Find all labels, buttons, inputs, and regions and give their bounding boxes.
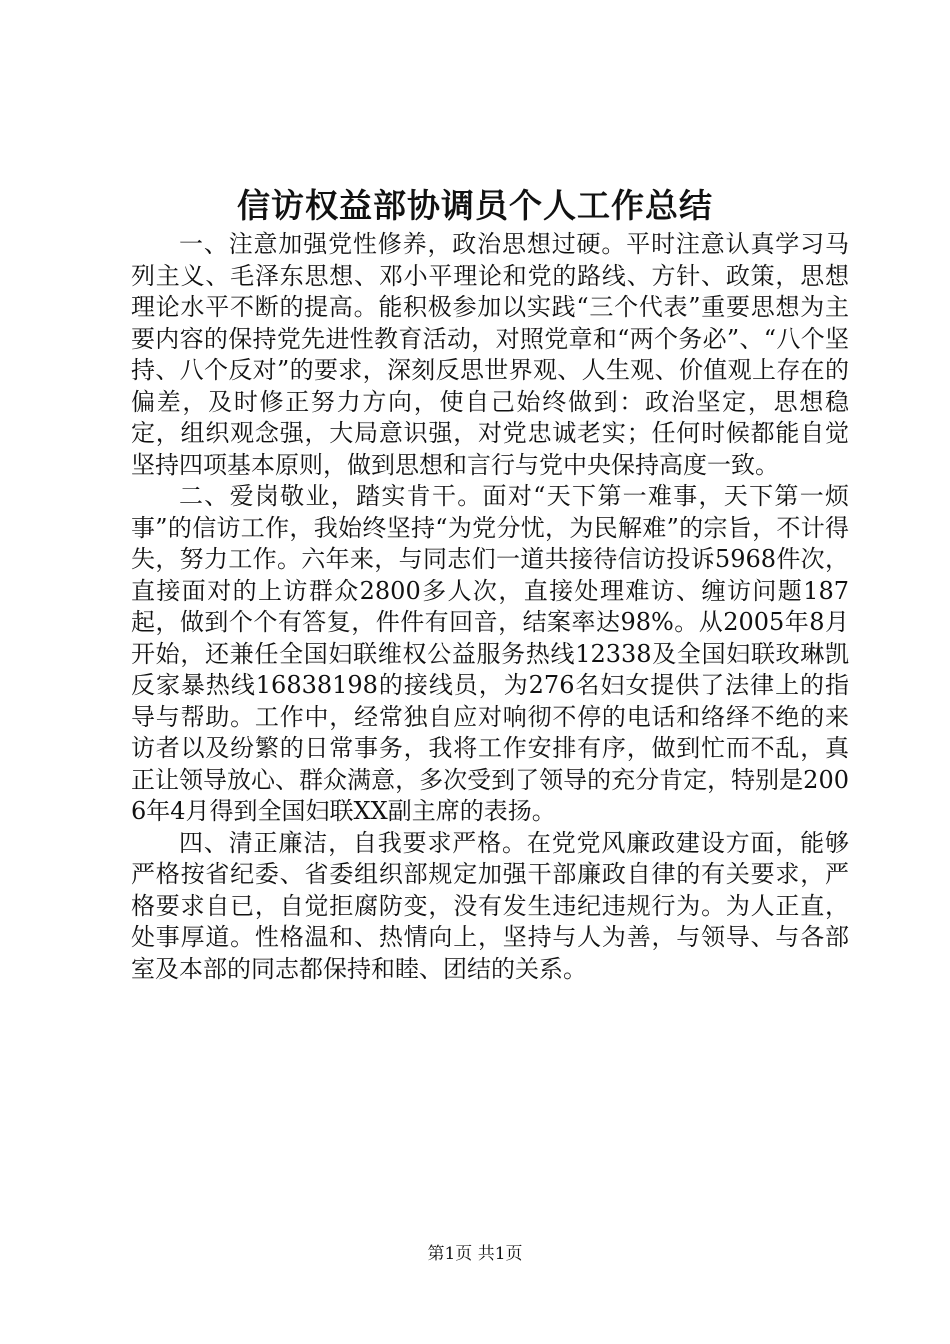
page-footer: 第1页 共1页 [427, 1244, 523, 1264]
document-title: 信访权益部协调员个人工作总结 [237, 186, 713, 225]
paragraph-political-cultivation: 一、注意加强党性修养，政治思想过硬。平时注意认真学习马列主义、毛泽东思想、邓小平理论和党的路线、方针、政策，思想理论水平不断的提高。能积极参加以实践“三个代表”重要思想为主要内容的保持党先进性教育活动，对照党章和“两个务必”、“八个坚持、八个反对”的要求，深刻反思世界观、人生观、价值观上存在的偏差，及时修正努力方向，使自己始终做到：政治坚定，思想稳定，组织观念强，大局意识强，对党忠诚老实；任何时候都能自觉坚持四项基本原则，做到思想和言行与党中央保持高度一致。 [131, 230, 849, 479]
paragraph-integrity: 四、清正廉洁，自我要求严格。在党党风廉政建设方面，能够严格按省纪委、省委组织部规定加强干部廉政自律的有关要求，严格要求自已，自觉拒腐防变，没有发生违纪违规行为。为人正直，处事厚道。性格温和、热情向上，坚持与人为善，与领导、与各部室及本部的同志都保持和睦、团结的关系。 [131, 828, 849, 983]
paragraph-dedication-to-work: 二、爱岗敬业，踏实肯干。面对“天下第一难事，天下第一烦事”的信访工作，我始终坚持“为党分忧，为民解难”的宗旨，不计得失，努力工作。六年来，与同志们一道共接待信访投诉5968件次，直接面对的上访群众2800多人次，直接处理难访、缠访问题187起，做到个个有答复，件件有回音，结案率达98%。从2005年8月开始，还兼任全国妇联维权公益服务热线12338及全国妇联玫琳凯反家暴热线16838198的接线员，为276名妇女提供了法律上的指导与帮助。工作中，经常独自应对响彻不停的电话和络绎不绝的来访者以及纷繁的日常事务，我将工作安排有序，做到忙而不乱，真正让领导放心、群众满意，多次受到了领导的充分肯定，特别是2006年4月得到全国妇联XX副主席的表扬。 [131, 482, 849, 825]
document-body [131, 229, 849, 985]
